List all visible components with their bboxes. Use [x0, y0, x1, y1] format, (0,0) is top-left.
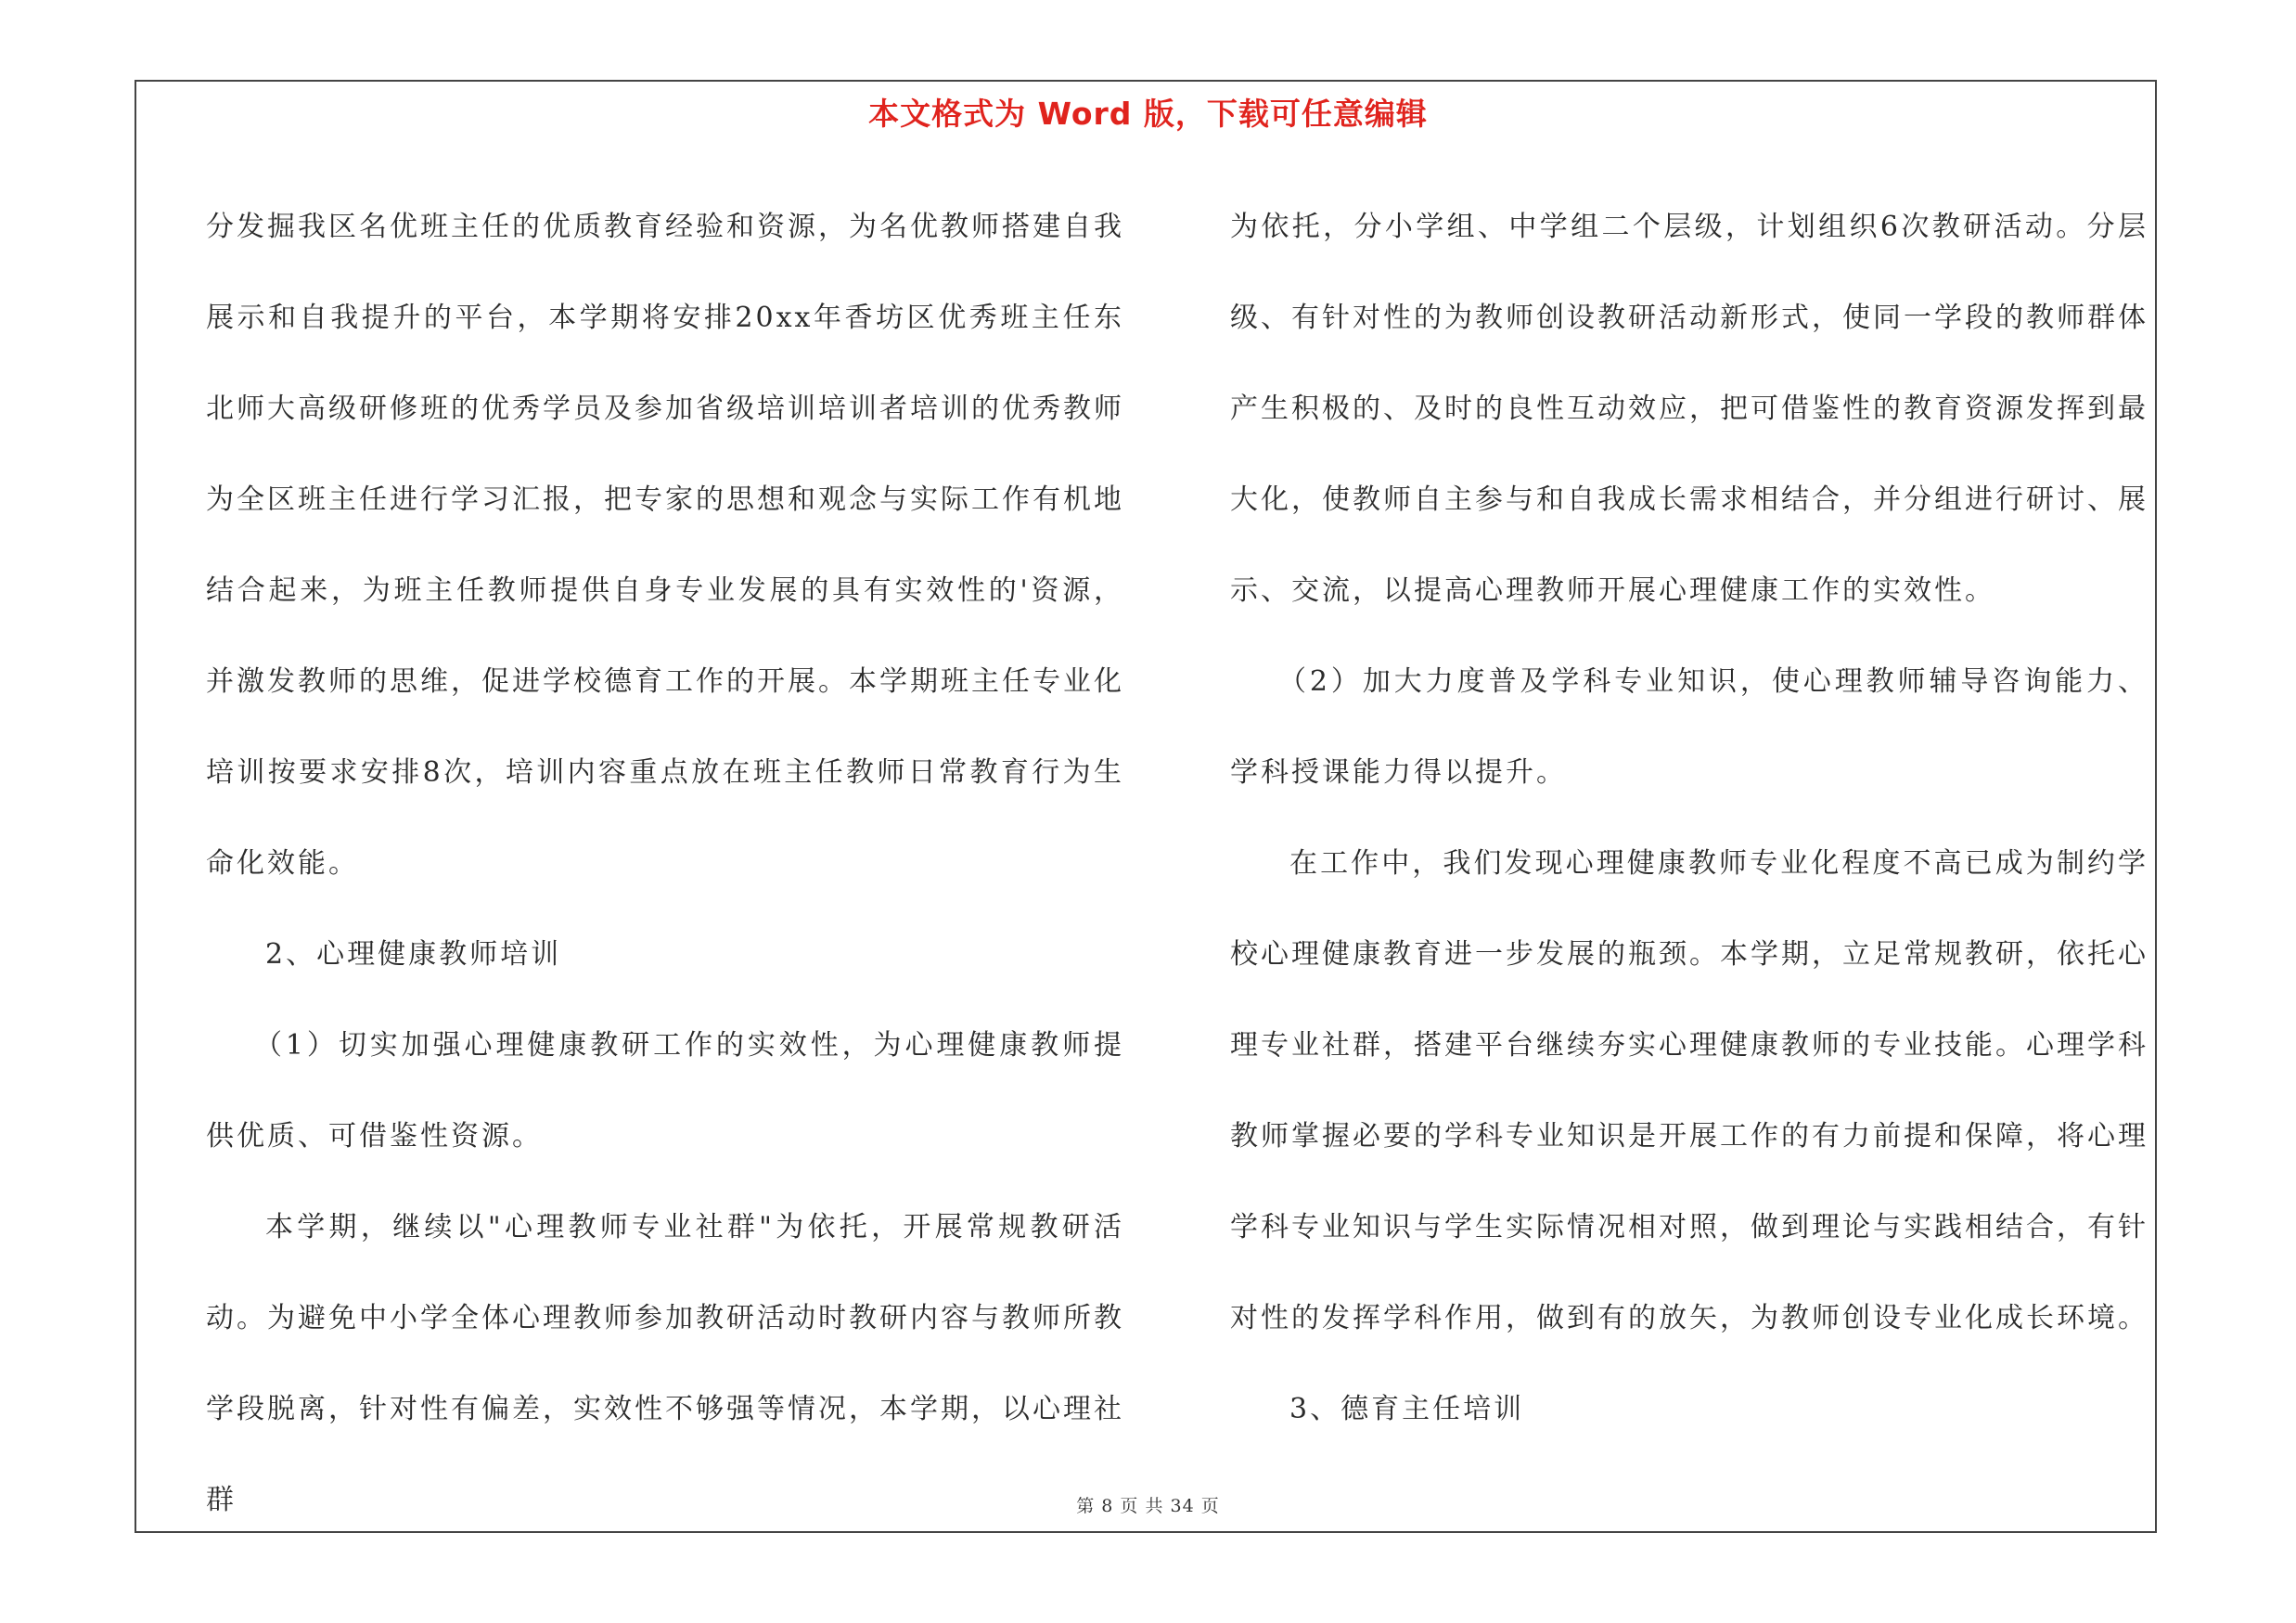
paragraph-professional-skills: 在工作中，我们发现心理健康教师专业化程度不高已成为制约学校心理健康教育进一步发展的瓶颈。本学期，立足常规教研，依托心理专业社群，搭建平台继续夯实心理健康教师的专业技能。心理学科教师掌握必要的学科专业知识是开展工作的有力前提和保障，将心理学科专业知识与学生实际情况相对照，做到理论与实践相结合，有针对性的发挥学科作用，做到有的放矢，为教师创设专业化成长环境。 [1230, 847, 2148, 1334]
paragraph-teacher-training-intro: 分发掘我区名优班主任的优质教育经验和资源，为名优教师搭建自我展示和自我提升的平台，本学期将安排20xx年香坊区优秀班主任东北师大高级研修班的优秀学员及参加省级培训培训者培训的优秀教师为全区班主任进行学习汇报，把专家的思想和观念与实际工作有机地结合起来，为班主任教师提供自身专业发展的具有实效性的'资源，并激发教师的思维，促进学校德育工作的开展。本学期班主任专业化培训按要求安排8次，培训内容重点放在班主任教师日常教育行为生命化效能。 [206, 211, 1124, 880]
paragraph-grouped-research: 为依托，分小学组、中学组二个层级，计划组织6次教研活动。分层级、有针对性的为教师创设教研活动新形式，使同一学段的教师群体产生积极的、及时的良性互动效应，把可借鉴性的教育资源发挥到最大化，使教师自主参与和自我成长需求相结合，并分组进行研讨、展示、交流，以提高心理教师开展心理健康工作的实效性。 [1230, 211, 2148, 607]
page-number-footer: 第 8 页 共 34 页 [1076, 1496, 1220, 1516]
subheading-subject-knowledge: （2）加大力度普及学科专业知识，使心理教师辅导咨询能力、学科授课能力得以提升。 [1230, 665, 2148, 789]
subheading-psychology-effectiveness: （1）切实加强心理健康教研工作的实效性，为心理健康教师提供优质、可借鉴性资源。 [206, 1029, 1124, 1153]
section-heading-moral-education-training: 3、德育主任培训 [1289, 1393, 1525, 1425]
section-heading-psychology-training: 2、心理健康教师培训 [265, 938, 562, 971]
paragraph-psychology-community: 本学期，继续以"心理教师专业社群"为依托，开展常规教研活动。为避免中小学全体心理教师参加教研活动时教研内容与教师所教学段脱离，针对性有偏差，实效性不够强等情况，本学期，以心理社群 [206, 1211, 1124, 1516]
document-header-title: 本文格式为 Word 版，下载可任意编辑 [868, 96, 1428, 132]
right-text-column [1230, 182, 2148, 1455]
left-text-column [206, 182, 1124, 1546]
